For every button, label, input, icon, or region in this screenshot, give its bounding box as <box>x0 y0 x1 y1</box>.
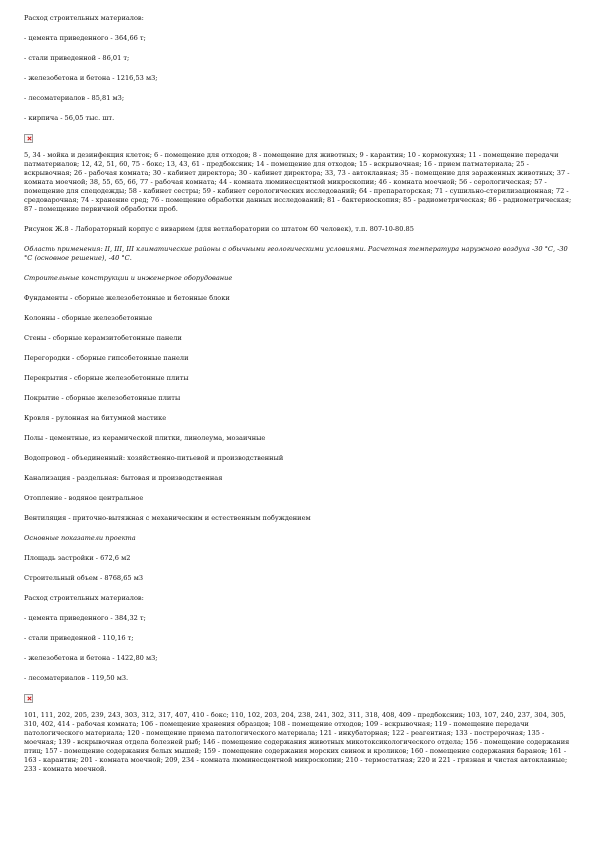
materials-heading-2: Расход строительных материалов: <box>24 594 144 602</box>
materials-heading-1: Расход строительных материалов: <box>24 14 144 22</box>
material-item-steel-1: - стали приведенной - 86,01 т; <box>24 54 130 62</box>
broken-image-icon <box>24 134 33 143</box>
construction-foundations: Фундаменты - сборные железобетонные и бетонные блоки <box>24 294 230 302</box>
room-legend-1: 5, 34 - мойка и дезинфекция клеток; 6 - помещение для отходов; 8 - помещение для животных; 9 - карантин; 10 - кормокухня; 11 - помещение передачи патматериалов; 12, 42, 51, 60, 75 - бокс; 13, 43, 61 - предбоксник; 14 - помещение для отходов; 15 - вскрывочная; 16 - прием патматериала; 25 - вскрывочная; 26 - рабочая комната; 30 - кабинет директора; 30 - кабинет директора; 33, 73 - автоклавная; 35 - помещение для зараженных животных; 37 - комната моечной; 38, 55, 65, 66, 77 - рабочая комната; 44 - комната люминесцентной микроскопии; 46 - комната моечной; 56 - серологическая; 57 - помещение для спецодежды; 58 - кабинет сестры; 59 - кабинет серологических исследований; 64 - препараторская; 71 - сушильно-стерилизационная; 72 - средоварочная; 74 - хранение сред; 76 - помещение обработки данных исследований; 81 - бактериоскопия; 85 - радиометрическая; 86 - радиометрическая; 87 - помещение первичной обработки проб. <box>24 151 572 213</box>
construction-roof-slabs: Покрытие - сборные железобетонные плиты <box>24 394 181 402</box>
construction-heating: Отопление - водяное центральное <box>24 494 144 502</box>
construction-columns: Колонны - сборные железобетонные <box>24 314 153 322</box>
indicator-building-volume: Строительный объем - 8768,65 м3 <box>24 574 144 582</box>
material-item-timber-1: - лесоматериалов - 85,81 м3; <box>24 94 125 102</box>
room-legend-2: 101, 111, 202, 205, 239, 243, 303, 312, 317, 407, 410 - бокс; 110, 102, 203, 204, 238, 241, 302, 311, 318, 408, 409 - предбоксник; 103, 107, 240, 237, 304, 305, 310, 402, 414 - рабочая комната; 106 - помещение хранения образцов; 108 - помещение отходов; 109 - вскрывочная; 119 - помещение передачи патологического материала; 120 - помещение приема патологического материала; 121 - инкубаторная; 122 - реагентная; 133 - пострерочная; 135 - моечная; 139 - вскрывочная отдела болезней рыб; 146 - помещение содержания животных микотоксикологического отдела; 156 - помещение содержания птиц; 157 - помещение содержания белых мышей; 159 - помещение содержания морских свинок и кроликов; 160 - помещение содержания баранов; 161 - 163 - карантин; 201 - комната моечной; 209, 234 - комната люминесцентной микроскопии; 210 - термостатная; 220 и 221 - грязная и чистая автоклавные; 233 - комната моечной. <box>24 711 570 773</box>
project-scope: Область применения: II, III, III климатические районы с обычными геологическими условиями. Расчетная температура наружного воздуха -30 °С, -30 °С (основное решение), -40 °С. <box>24 245 568 262</box>
construction-floor-finish: Полы - цементные, из керамической плитки, линолеума, мозаичные <box>24 434 266 442</box>
constructions-heading: Строительные конструкции и инженерное оборудование <box>24 274 233 282</box>
construction-water-supply: Водопровод - объединенный: хозяйственно-питьевой и производственный <box>24 454 284 462</box>
construction-partitions: Перегородки - сборные гипсобетонные панели <box>24 354 189 362</box>
document-page <box>24 14 572 780</box>
material-item-cement-1: - цемента приведенного - 364,66 т; <box>24 34 146 42</box>
indicators-heading: Основные показатели проекта <box>24 534 136 542</box>
construction-floors-slabs: Перекрытия - сборные железобетонные плиты <box>24 374 189 382</box>
material-item-timber-2: - лесоматериалов - 119,50 м3. <box>24 674 129 682</box>
material-item-concrete-2: - железобетона и бетона - 1422,80 м3; <box>24 654 158 662</box>
construction-walls: Стены - сборные керамзитобетонные панели <box>24 334 182 342</box>
material-item-steel-2: - стали приведенной - 110,16 т; <box>24 634 134 642</box>
material-item-concrete-1: - железобетона и бетона - 1216,53 м3; <box>24 74 158 82</box>
broken-image-icon <box>24 694 33 703</box>
project-title: Рисунок Ж.8 - Лабораторный корпус с виварием (для ветлаборатории со штатом 60 человек), т.п. 807-10-80.85 <box>24 225 414 233</box>
material-item-cement-2: - цемента приведенного - 384,32 т; <box>24 614 146 622</box>
construction-ventilation: Вентиляция - приточно-вытяжная с механическим и естественным побуждением <box>24 514 311 522</box>
construction-roofing: Кровля - рулонная на битумной мастике <box>24 414 167 422</box>
construction-sewerage: Канализация - раздельная: бытовая и производственная <box>24 474 223 482</box>
indicator-building-area: Площадь застройки - 672,6 м2 <box>24 554 131 562</box>
material-item-brick-1: - кирпича - 56,05 тыс. шт. <box>24 114 115 122</box>
